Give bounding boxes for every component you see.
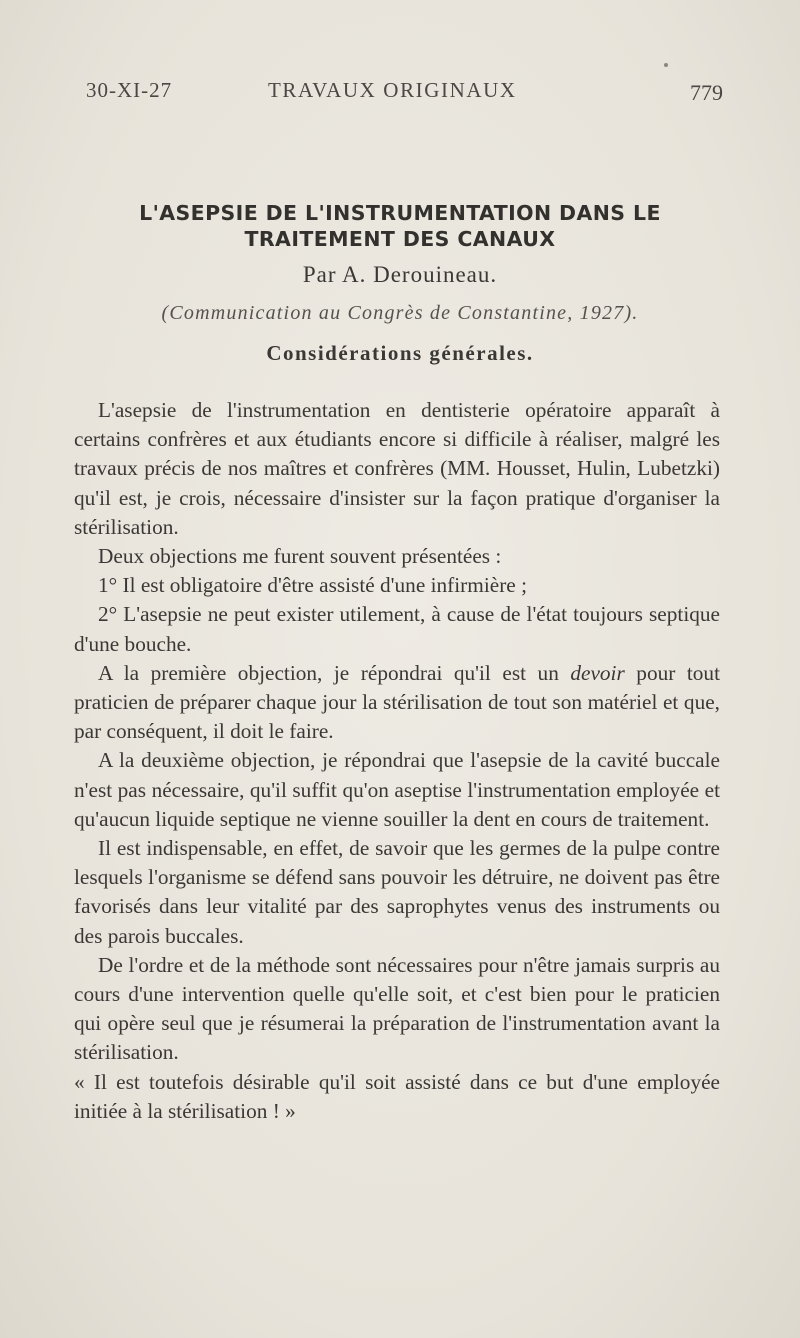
section-heading: Considérations générales. [266,341,534,365]
article-title-line-1: L'ASEPSIE DE L'INSTRUMENTATION DANS LE [139,201,661,225]
paragraph [74,659,720,747]
section-title: TRAVAUX ORIGINAUX [268,78,517,102]
author-byline: Par A. Derouineau. [302,262,498,287]
running-head [0,76,800,110]
paragraph: 2° L'asepsie ne peut exister utilement, à cause de l'état toujours septique d'une bouche. [74,602,720,656]
paragraph-quote: « Il est toutefois désirable qu'il soit assisté dans ce but d'une employée initiée à la stérilisation ! » [74,1069,720,1123]
issue-date: 30-XI-27 [86,78,173,102]
paragraph: Il est indispensable, en effet, de savoir que les germes de la pulpe contre lesquels l'organisme se défend sans pouvoir les détruire, ne doivent pas être favorisés dans leur vitalité par des saprophytes venus des instruments ou des parois buccales. [74,836,720,948]
paragraph-text: pour tout praticien de préparer chaque jour la stérilisation de tout son matériel et que, par conséquent, il doit le faire. [74,660,720,744]
paragraph: L'asepsie de l'instrumentation en dentisterie opératoire apparaît à certains confrères et aux étudiants encore si difficile à réaliser, malgré les travaux précis de nos maîtres et confrères (MM. Housset, Hulin, Lubetzki) qu'il est, je crois, nécessaire d'insister sur la façon pratique d'organiser la stérilisation. [74,398,720,539]
emphasized-word: devoir [570,660,625,685]
article-body [74,396,720,1126]
paragraph: De l'ordre et de la méthode sont nécessaires pour n'être jamais surpris au cours d'une intervention quelle qu'elle soit, et c'est bien pour le praticien qui opère seul que je résumerai la préparation de l'instrumentation avant la stérilisation. [74,952,720,1065]
paragraph: A la deuxième objection, je répondrai que l'asepsie de la cavité buccale n'est pas nécessaire, qu'il suffit qu'on aseptise l'instrumentation employée et qu'aucun liquide septique ne vienne souiller la dent en cours de traitement. [74,748,720,831]
article-title [60,200,740,252]
ink-speck [664,63,668,67]
paragraph: Deux objections me furent souvent présentées : [98,544,502,569]
paragraph-text: A la première objection, je répondrai qu'il est un [98,660,571,685]
article-title-line-2: TRAITEMENT DES CANAUX [244,227,556,251]
page-number: 779 [690,80,723,105]
paragraph: 1° Il est obligatoire d'être assisté d'une infirmière ; [98,573,527,598]
communication-note: (Communication au Congrès de Constantine, 1927). [161,302,639,324]
